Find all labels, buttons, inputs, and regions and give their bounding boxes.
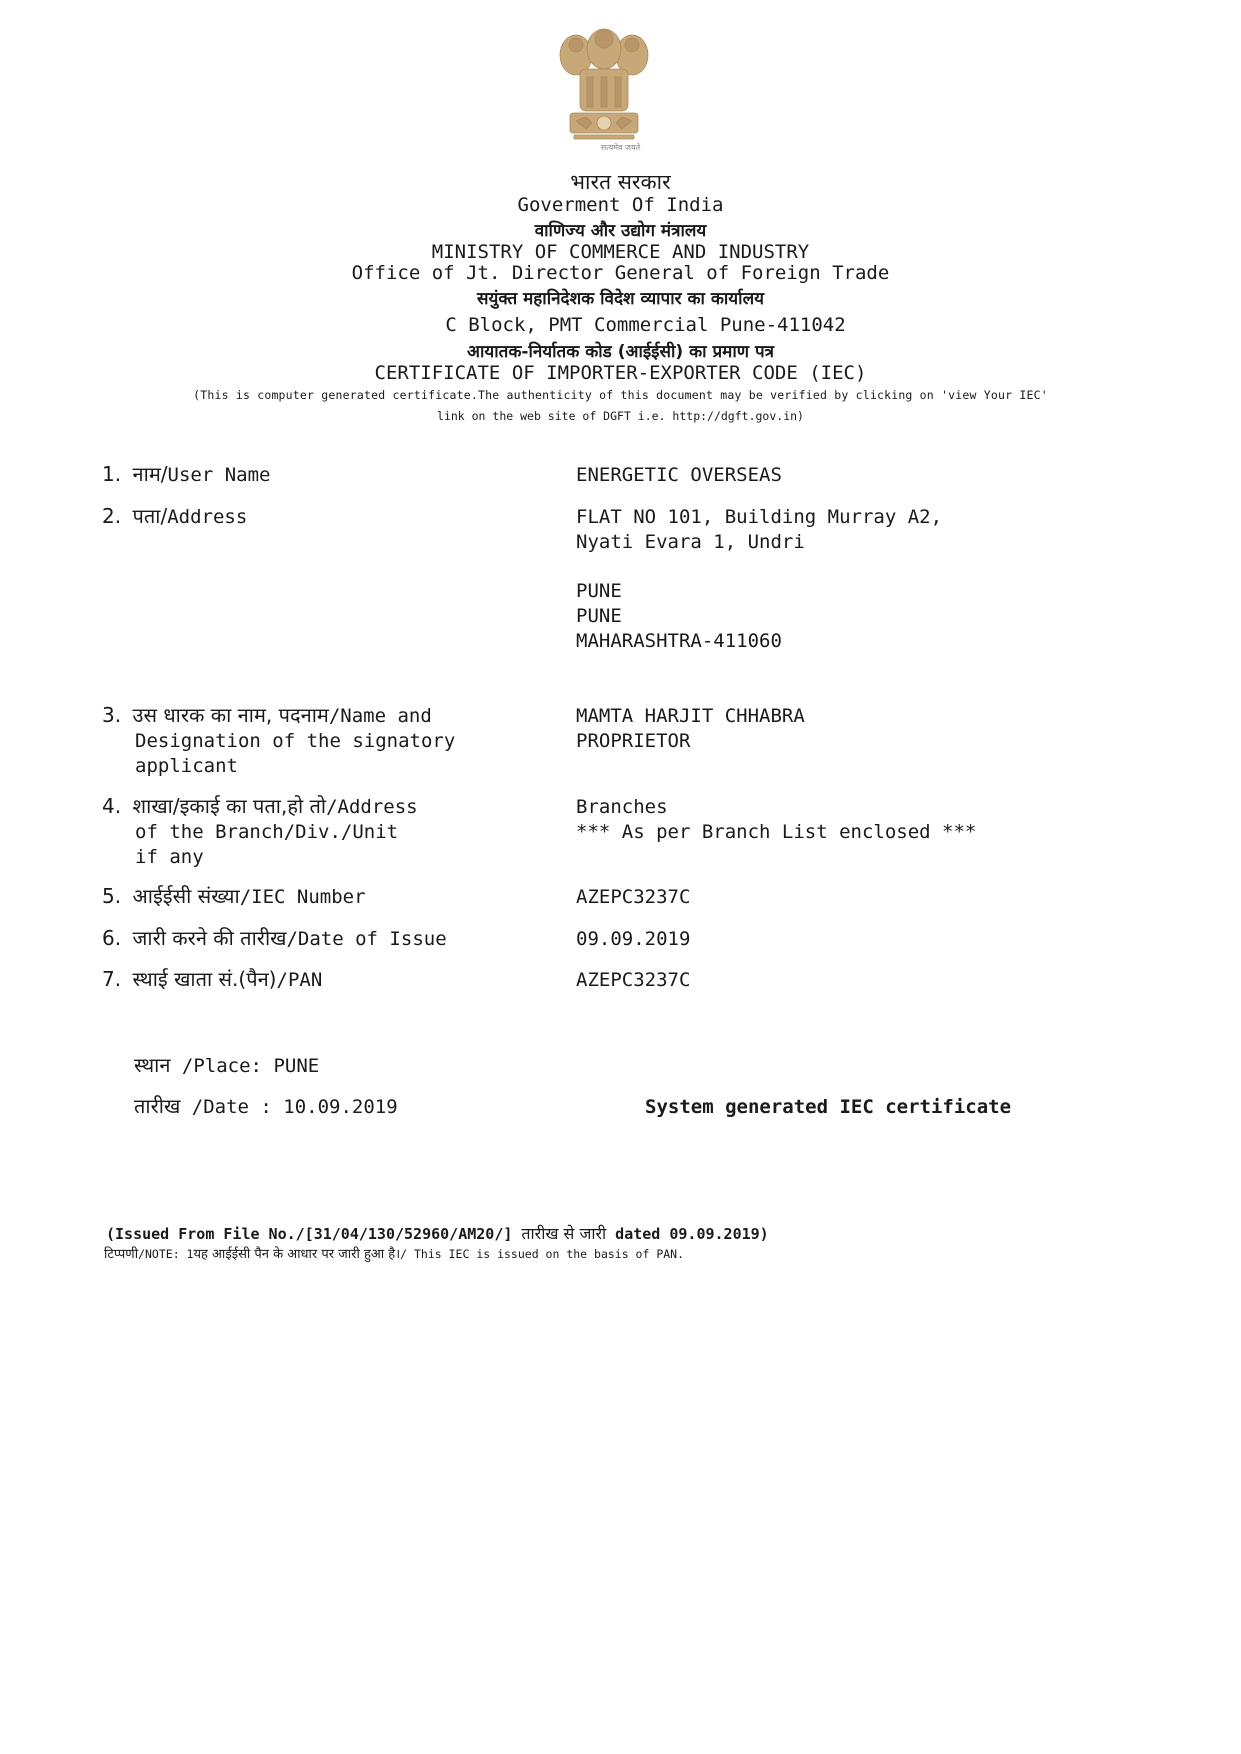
note-label: /NOTE: 1 (138, 1247, 194, 1261)
gov-english-title: Goverment Of India (517, 194, 724, 216)
field-number: 6. (102, 926, 122, 950)
note-english: / This IEC is issued on the basis of PAN. (400, 1247, 685, 1261)
field-number: 4. (102, 794, 122, 818)
address-line: PUNE (576, 605, 622, 627)
label-english: /Address (326, 796, 418, 818)
field-pan-value: AZEPC3237C (576, 969, 691, 991)
field-address-label (102, 504, 247, 530)
label-english: Designation of the signatory (135, 730, 456, 752)
label-hindi: नाम/ (132, 462, 168, 486)
field-number: 7. (102, 967, 122, 991)
field-date-of-issue-label (102, 926, 447, 952)
label-hindi: आईईसी संख्या (132, 884, 240, 908)
issued-from-file-line (106, 1222, 769, 1244)
label-english: Address (167, 506, 248, 528)
place-label-english: /Place: (181, 1055, 262, 1077)
branch-list-note: *** As per Branch List enclosed *** (576, 821, 977, 843)
label-hindi: पता/ (132, 504, 168, 528)
gov-hindi-title: भारत सरकार (570, 170, 671, 194)
date-line (134, 1094, 398, 1120)
field-iec-number-value: AZEPC3237C (576, 886, 691, 908)
issued-file-number: (Issued From File No./[31/04/130/52960/AM20/] (106, 1225, 513, 1243)
place-label-hindi: स्थान (134, 1053, 171, 1077)
address-line: MAHARASHTRA-411060 (576, 630, 782, 652)
date-label-english: /Date : (191, 1096, 272, 1118)
address-line: Nyati Evara 1, Undri (576, 531, 805, 553)
issued-hindi: तारीख से जारी (521, 1224, 607, 1243)
signatory-name: MAMTA HARJIT CHHABRA (576, 705, 805, 727)
note-hindi-prefix: टिप्पणी (104, 1247, 139, 1262)
label-english: User Name (167, 464, 271, 486)
ministry-hindi: वाणिज्य और उद्योग मंत्रालय (534, 221, 707, 241)
field-iec-number-label (102, 884, 366, 910)
ministry-english: MINISTRY OF COMMERCE AND INDUSTRY (431, 241, 810, 263)
office-hindi: सयुंक्त महानिदेशक विदेश व्यापार का कार्यालय (477, 289, 764, 309)
field-number: 3. (102, 703, 122, 727)
date-label-hindi: तारीख (134, 1094, 181, 1118)
field-address-value (576, 505, 942, 654)
address-line: PUNE (576, 580, 622, 602)
field-number: 5. (102, 884, 122, 908)
field-user-name-label (102, 462, 270, 488)
emblem-motto: सत्यमेव जयते (600, 143, 641, 152)
label-english: if any (135, 846, 204, 868)
disclaimer-line-2: link on the web site of DGFT i.e. http://dgft.gov.in) (437, 409, 804, 423)
date-value: 10.09.2019 (283, 1096, 398, 1118)
label-hindi: शाखा/इकाई का पता,हो तो (132, 794, 327, 818)
branch-value: Branches (576, 796, 668, 818)
field-date-of-issue-value: 09.09.2019 (576, 928, 691, 950)
label-english: /IEC Number (239, 886, 366, 908)
field-pan-label (102, 967, 322, 993)
label-hindi: जारी करने की तारीख (132, 926, 287, 950)
field-branch-value (576, 795, 976, 845)
issued-date: dated 09.09.2019) (606, 1225, 769, 1243)
office-address: C Block, PMT Commercial Pune-411042 (445, 314, 846, 336)
place-line (134, 1053, 319, 1079)
certificate-english-title: CERTIFICATE OF IMPORTER-EXPORTER CODE (IEC) (374, 362, 867, 384)
label-english: /Name and (328, 705, 432, 727)
label-english: /Date of Issue (286, 928, 447, 950)
certificate-hindi-title: आयातक-निर्यातक कोड (आईईसी) का प्रमाण पत्र (467, 342, 774, 362)
field-number: 1. (102, 462, 122, 486)
label-english: applicant (135, 755, 238, 777)
field-signatory-label (102, 703, 455, 779)
label-english: of the Branch/Div./Unit (135, 821, 399, 843)
office-english: Office of Jt. Director General of Foreign Trade (351, 262, 890, 284)
place-value: PUNE (273, 1055, 320, 1077)
label-hindi: उस धारक का नाम, पदनाम (132, 703, 329, 727)
field-number: 2. (102, 504, 122, 528)
system-generated-note: System generated IEC certificate (645, 1096, 1012, 1118)
label-hindi: स्थाई खाता सं.(पैन) (132, 967, 277, 991)
field-user-name-value: ENERGETIC OVERSEAS (576, 464, 782, 486)
signatory-designation: PROPRIETOR (576, 730, 691, 752)
address-line: FLAT NO 101, Building Murray A2, (576, 506, 943, 528)
field-signatory-value (576, 704, 805, 754)
note-line (104, 1244, 684, 1262)
note-hindi-text: यह आईईसी पैन के आधार पर जारी हुआ है। (193, 1247, 401, 1262)
disclaimer-line-1: (This is computer generated certificate.The authenticity of this document may be verified by clicking on 'view Your IEC' (193, 388, 1048, 402)
field-branch-label (102, 794, 418, 870)
label-english: /PAN (276, 969, 323, 991)
